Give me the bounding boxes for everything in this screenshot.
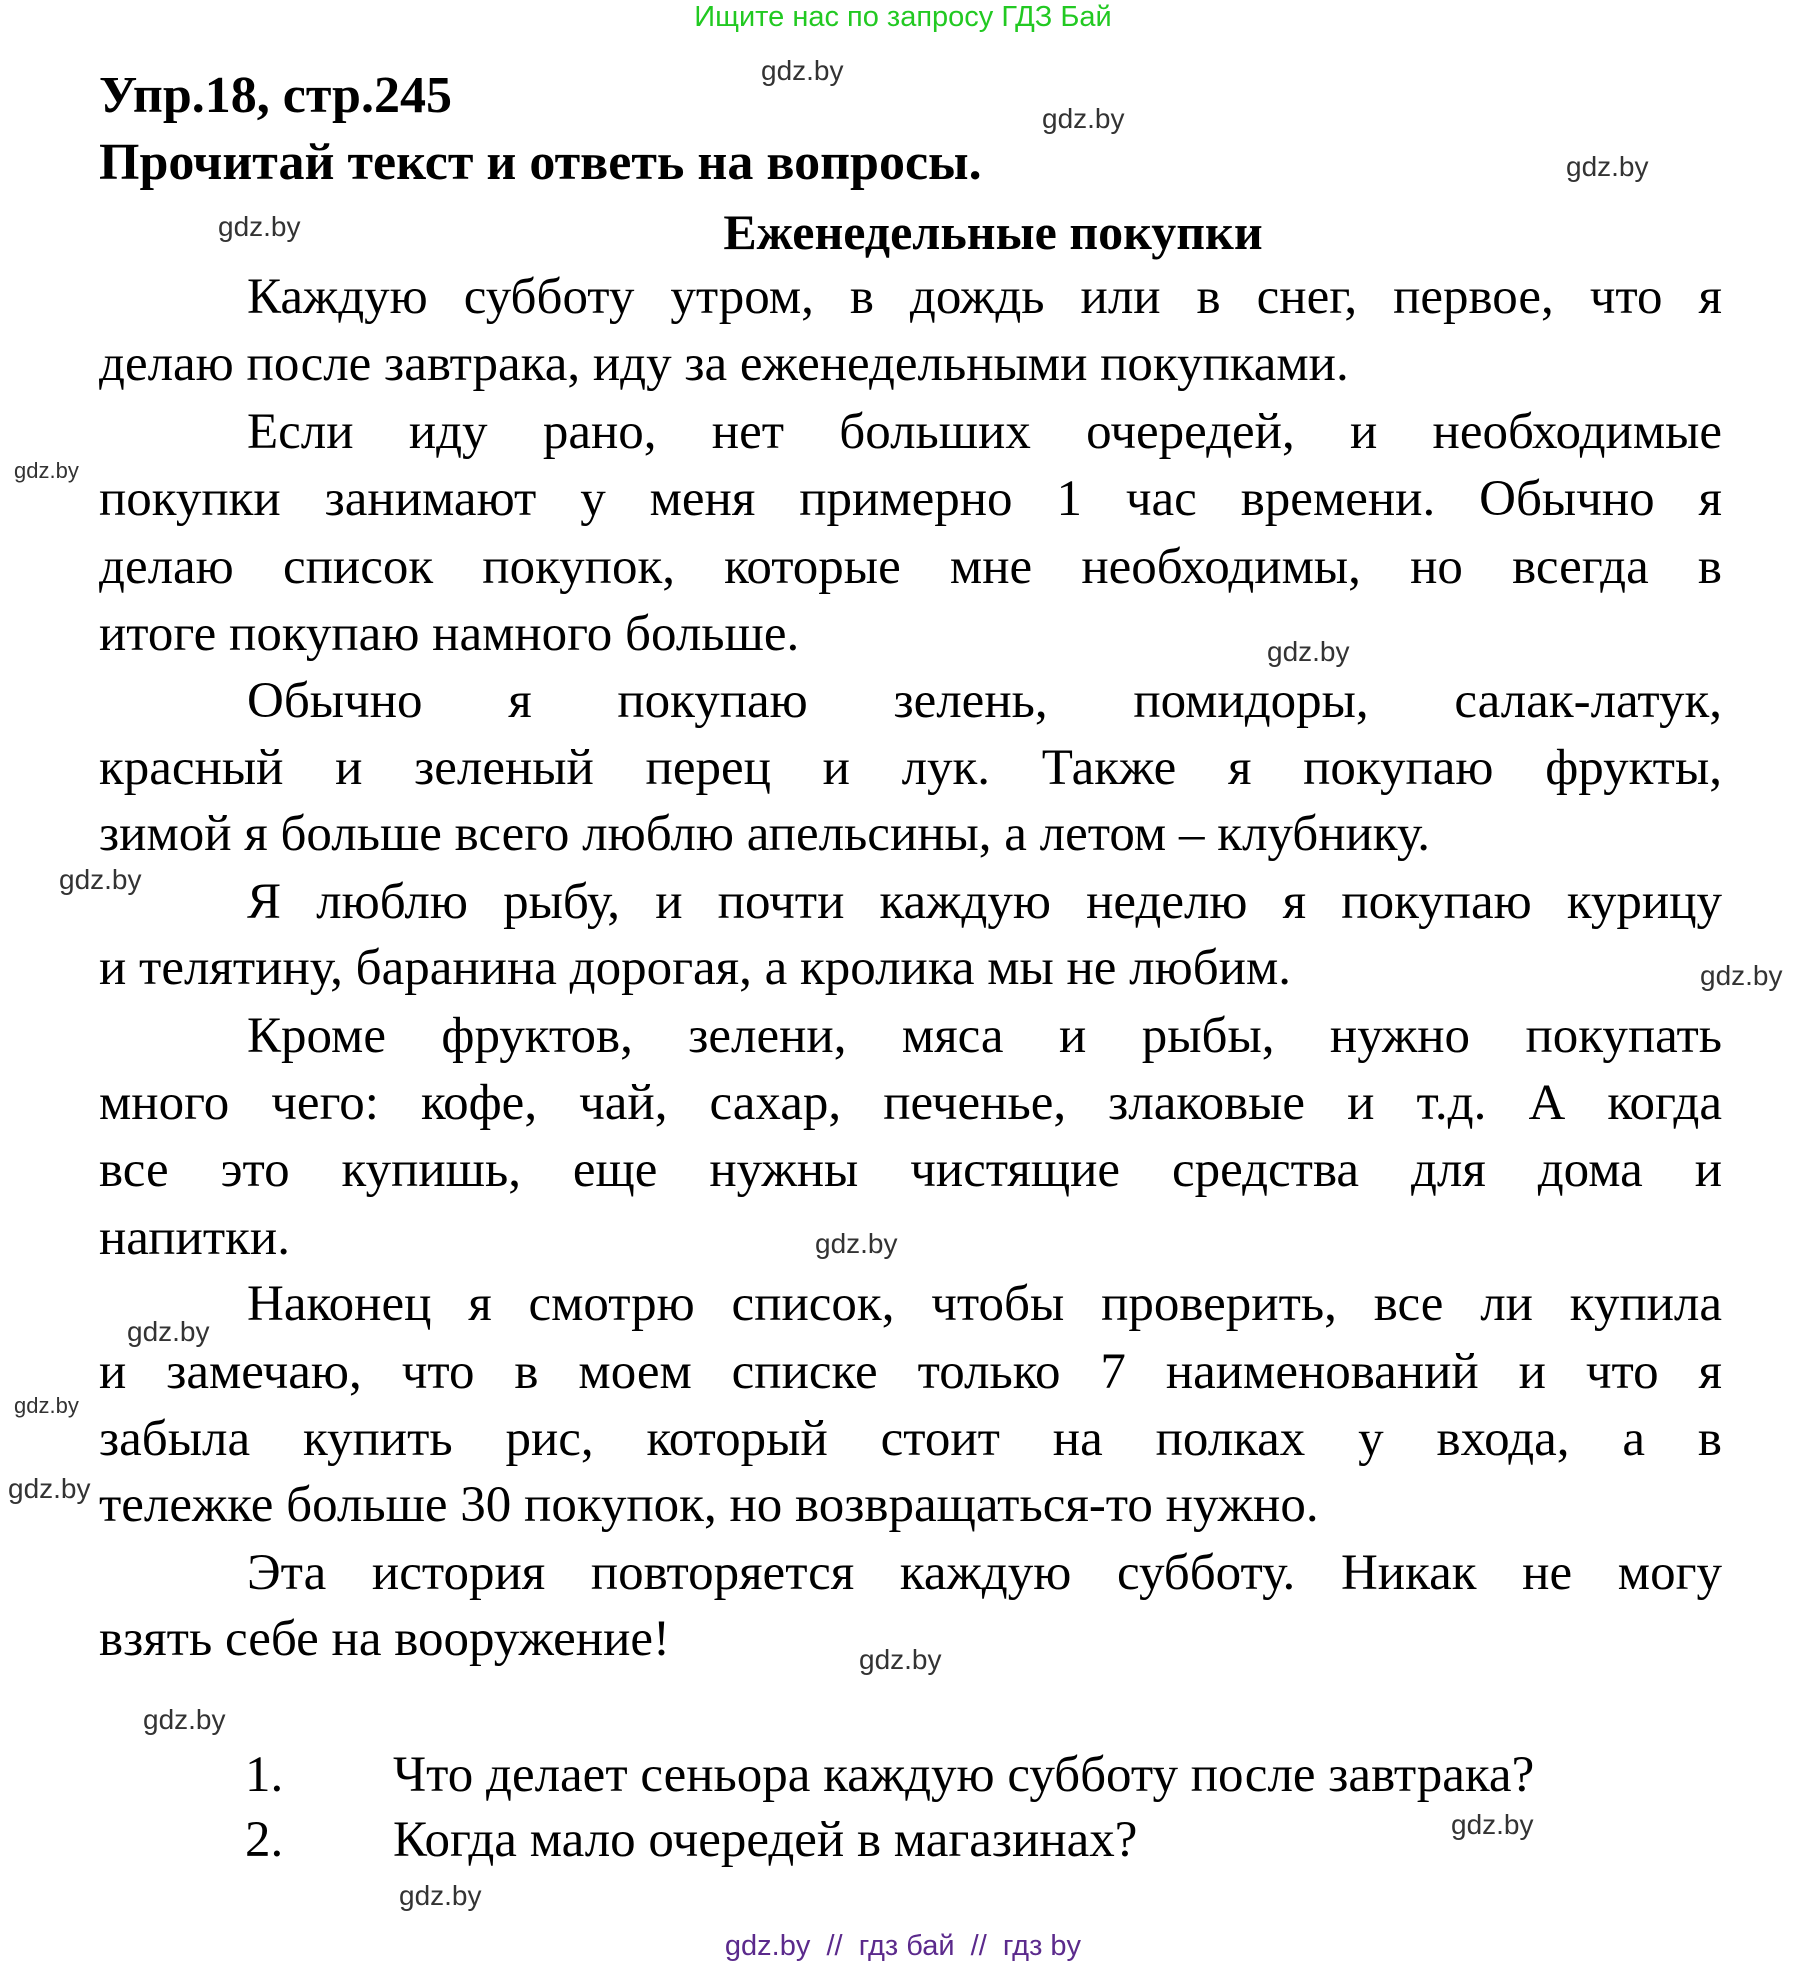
watermark: gdz.by [218, 211, 301, 242]
search-banner[interactable]: Ищите нас по запросу ГДЗ Бай [694, 1, 1112, 33]
paragraph-line: тележке больше 30 покупок, но возвращаться-то нужно. [99, 1477, 1319, 1533]
watermark: gdz.by [14, 1393, 79, 1418]
watermark: gdz.by [859, 1644, 942, 1675]
paragraph-line: Наконец я смотрю список, чтобы проверить, все ли купила [247, 1276, 1722, 1332]
watermark: gdz.by [1042, 103, 1125, 134]
watermark: gdz.by [399, 1880, 482, 1911]
paragraph-line: напитки. [99, 1210, 290, 1266]
paragraph-line: и телятину, баранина дорогая, а кролика мы не любим. [99, 940, 1292, 996]
paragraph-line: много чего: кофе, чай, сахар, печенье, злаковые и т.д. А когда [99, 1075, 1722, 1131]
paragraph-line: делаю после завтрака, иду за еженедельными покупками. [99, 336, 1349, 392]
watermark: gdz.by [127, 1316, 210, 1347]
paragraph-line: взять себе на вооружение! [99, 1611, 671, 1667]
paragraph-line: и замечаю, что в моем списке только 7 наименований и что я [99, 1344, 1722, 1400]
paragraph-line: покупки занимают у меня примерно 1 час времени. Обычно я [99, 471, 1722, 527]
text-heading: Еженедельные покупки [723, 204, 1263, 260]
question-1-text: Что делает сеньора каждую субботу после завтрака? [393, 1747, 1535, 1803]
paragraph-line: Обычно я покупаю зелень, помидоры, салак-латук, [247, 673, 1722, 729]
watermark: gdz.by [8, 1473, 91, 1504]
footer-links[interactable]: gdz.by // гдз бай // гдз by [724, 1930, 1082, 1962]
paragraph-line: Каждую субботу утром, в дождь или в снег, первое, что я [247, 269, 1722, 325]
paragraph-line: Я люблю рыбу, и почти каждую неделю я покупаю курицу [247, 874, 1722, 930]
paragraph-line: Если иду рано, нет больших очередей, и необходимые [247, 404, 1722, 460]
watermark: gdz.by [59, 864, 142, 895]
watermark: gdz.by [143, 1704, 226, 1735]
paragraph-line: забыла купить рис, который стоит на полках у входа, а в [99, 1411, 1722, 1467]
watermark: gdz.by [761, 55, 844, 86]
watermark: gdz.by [1267, 636, 1350, 667]
paragraph-line: все это купишь, еще нужны чистящие средства для дома и [99, 1142, 1722, 1198]
paragraph-line: делаю список покупок, которые мне необходимы, но всегда в [99, 539, 1722, 595]
watermark: gdz.by [1451, 1809, 1534, 1840]
watermark: gdz.by [815, 1228, 898, 1259]
watermark: gdz.by [1566, 151, 1649, 182]
question-2-text: Когда мало очередей в магазинах? [393, 1812, 1138, 1868]
watermark: gdz.by [14, 458, 79, 483]
paragraph-line: Эта история повторяется каждую субботу. Никак не могу [247, 1545, 1722, 1601]
paragraph-line: зимой я больше всего люблю апельсины, а летом – клубнику. [99, 806, 1430, 862]
paragraph-line: Кроме фруктов, зелени, мяса и рыбы, нужно покупать [247, 1008, 1722, 1064]
watermark: gdz.by [1700, 960, 1783, 991]
question-1-number: 1. [245, 1747, 284, 1803]
paragraph-line: итоге покупаю намного больше. [99, 606, 800, 662]
paragraph-line: красный и зеленый перец и лук. Также я покупаю фрукты, [99, 740, 1722, 796]
question-2-number: 2. [245, 1812, 284, 1868]
instruction: Прочитай текст и ответь на вопросы. [99, 134, 982, 191]
exercise-title: Упр.18, стр.245 [99, 67, 452, 124]
